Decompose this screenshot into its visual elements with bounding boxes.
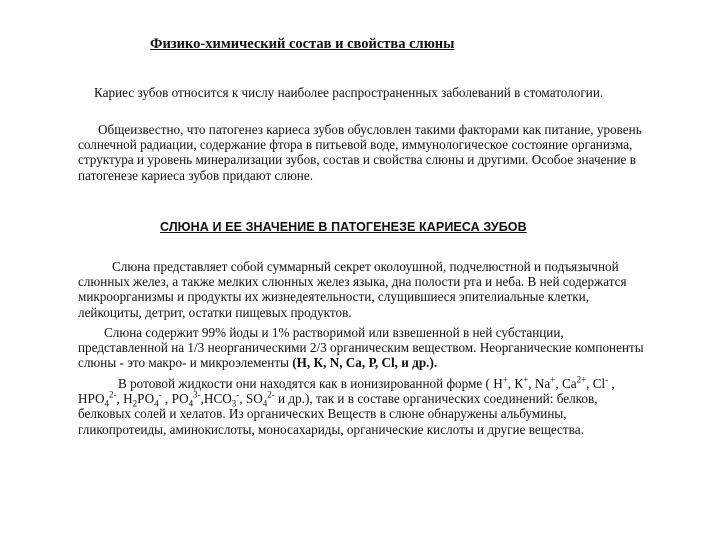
section-heading: СЛЮНА И ЕЕ ЗНАЧЕНИЕ В ПАТОГЕНЕЗЕ КАРИЕСА ЗУБОВ xyxy=(160,220,527,234)
section-paragraph-1: Слюна представляет собой суммарный секрет околоушной, подчелюстной и подъязычной слюнных желез, а также мелких слюнных желез языка, дна полости рта и неба. В ней содержатся микроорганизмы и продукты их жизнедеятельности, слущившиеся эпителиальные клетки, лейкоциты, детрит, остатки пищевых продуктов. xyxy=(78,259,627,320)
intro-paragraph-1: Кариес зубов относится к числу наиболее распространенных заболеваний в стоматологии. xyxy=(94,85,604,100)
elements-list: (Н, К, N, Са, Р, Сl, и др.). xyxy=(292,355,438,371)
section-paragraph-3: В ротовой жидкости они находятся как в ионизированной форме ( Н+, К+, Na+, $Са^{2+}$, Сl- , $НРО_4^{2-}$, $Н_2РО_4^-$ , $РО_4^{3-},НСО_3^-$, $SО_4^{2-}$ и др.), так и в составе органических соединений: белков, белковых солей и хелатов. Из органических Веществ в слюне обнаружены альбумины, гликопротеиды, аминокислоты, моносахариды, органические кислоты и другие вещества. xyxy=(78,374,615,437)
section-paragraph-2: Слюна содержит 99% йоды и 1% растворимой или взвешенной в ней субстанции, представленной на 1/3 неорганическими 2/3 органическим веществом. Неорганические компоненты слюны - это макро- и микроэлементы (Н, К, N, Са, Р, Сl, и др.). xyxy=(78,325,644,371)
intro-paragraph-2: Общеизвестно, что патогенез кариеса зубов обусловлен такими факторами как питание, уровень солнечной радиации, содержание фтора в питьевой воде, иммунологическое состояние организма, структура и уровень минерализации зубов, состав и свойства слюны и другими. Особое значение в патогенезе кариеса зубов придают слюне. xyxy=(78,122,642,183)
document-title: Физико-химический состав и свойства слюны xyxy=(150,36,455,52)
